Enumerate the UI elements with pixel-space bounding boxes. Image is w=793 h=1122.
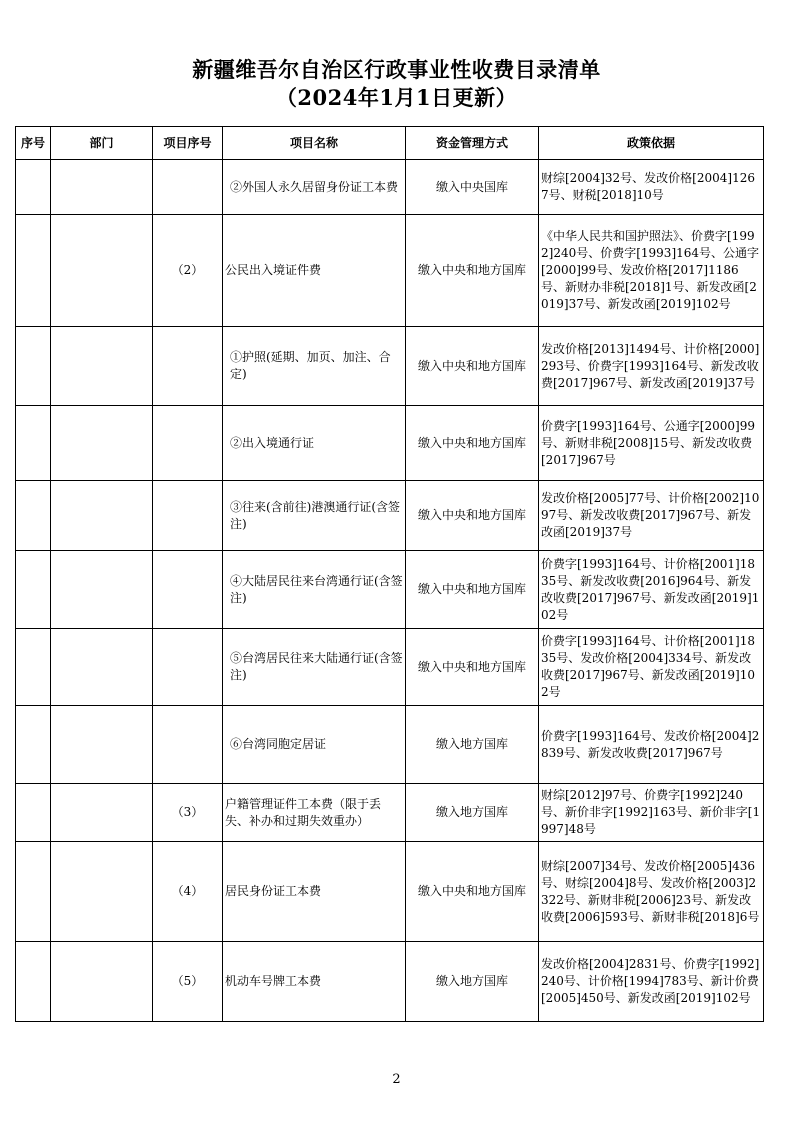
cell-dept xyxy=(51,942,153,1022)
cell-item-no: （4） xyxy=(153,842,223,942)
cell-policy: 财综[2012]97号、价费字[1992]240号、新价非字[1992]163号、新价非字[1997]48号 xyxy=(539,784,764,842)
cell-item-no xyxy=(153,160,223,215)
cell-dept xyxy=(51,406,153,481)
header-dept: 部门 xyxy=(51,127,153,160)
table-row xyxy=(16,842,764,942)
header-policy: 政策依据 xyxy=(539,127,764,160)
cell-dept xyxy=(51,784,153,842)
cell-item-name: ④大陆居民往来台湾通行证(含签注) xyxy=(223,551,406,629)
table-header-row xyxy=(16,127,764,160)
cell-item-no: （5） xyxy=(153,942,223,1022)
header-item-no: 项目序号 xyxy=(153,127,223,160)
table-row xyxy=(16,629,764,706)
cell-policy: 价费字[1993]164号、计价格[2001]1835号、发改价格[2004]334号、新发改收费[2017]967号、新发改函[2019]102号 xyxy=(539,629,764,706)
document-title: 新疆维吾尔自治区行政事业性收费目录清单 xyxy=(192,57,601,82)
table-row xyxy=(16,784,764,842)
cell-dept xyxy=(51,327,153,406)
cell-dept xyxy=(51,629,153,706)
cell-dept xyxy=(51,551,153,629)
cell-policy: 价费字[1993]164号、计价格[2001]1835号、新发改收费[2016]964号、新发改收费[2017]967号、新发改函[2019]102号 xyxy=(539,551,764,629)
cell-policy: 财综[2004]32号、发改价格[2004]1267号、财税[2018]10号 xyxy=(539,160,764,215)
cell-fund-mgmt: 缴入中央和地方国库 xyxy=(406,629,539,706)
cell-seq xyxy=(16,629,51,706)
cell-item-name: ⑥台湾同胞定居证 xyxy=(223,706,406,784)
cell-policy: 价费字[1993]164号、公通字[2000]99号、新财非税[2008]15号、新发改收费[2017]967号 xyxy=(539,406,764,481)
cell-item-no: （3） xyxy=(153,784,223,842)
cell-seq xyxy=(16,706,51,784)
cell-item-no xyxy=(153,406,223,481)
table-row xyxy=(16,327,764,406)
header-seq: 序号 xyxy=(16,127,51,160)
cell-fund-mgmt: 缴入中央和地方国库 xyxy=(406,551,539,629)
cell-item-no xyxy=(153,629,223,706)
cell-seq xyxy=(16,406,51,481)
cell-seq xyxy=(16,481,51,551)
cell-policy: 《中华人民共和国护照法》、价费字[1992]240号、价费字[1993]164号、公通字[2000]99号、发改价格[2017]1186号、新财办非税[2018]1号、新发改函[2019]37号、新发改函[2019]102号 xyxy=(539,215,764,327)
cell-dept xyxy=(51,481,153,551)
cell-item-name: ③往来(含前往)港澳通行证(含签注) xyxy=(223,481,406,551)
cell-seq xyxy=(16,551,51,629)
cell-fund-mgmt: 缴入地方国库 xyxy=(406,706,539,784)
cell-fund-mgmt: 缴入中央国库 xyxy=(406,160,539,215)
table-row xyxy=(16,551,764,629)
cell-item-name: ②外国人永久居留身份证工本费 xyxy=(223,160,406,215)
cell-item-name: 公民出入境证件费 xyxy=(223,215,406,327)
cell-item-name: 机动车号牌工本费 xyxy=(223,942,406,1022)
cell-seq xyxy=(16,784,51,842)
table-row xyxy=(16,481,764,551)
cell-seq xyxy=(16,215,51,327)
cell-seq xyxy=(16,842,51,942)
cell-fund-mgmt: 缴入地方国库 xyxy=(406,784,539,842)
cell-policy: 财综[2007]34号、发改价格[2005]436号、财综[2004]8号、发改价格[2003]2322号、新财非税[2006]23号、新发改收费[2006]593号、新财非税[2018]6号 xyxy=(539,842,764,942)
page-number: 2 xyxy=(392,1072,401,1087)
header-item-name: 项目名称 xyxy=(223,127,406,160)
cell-item-name: 户籍管理证件工本费（限于丢失、补办和过期失效重办） xyxy=(223,784,406,842)
table-row xyxy=(16,942,764,1022)
cell-policy: 发改价格[2005]77号、计价格[2002]1097号、新发改收费[2017]967号、新发改函[2019]37号 xyxy=(539,481,764,551)
cell-seq xyxy=(16,942,51,1022)
cell-seq xyxy=(16,327,51,406)
cell-fund-mgmt: 缴入中央和地方国库 xyxy=(406,481,539,551)
cell-item-no: （2） xyxy=(153,215,223,327)
cell-dept xyxy=(51,160,153,215)
cell-item-name: ①护照(延期、加页、加注、合定) xyxy=(223,327,406,406)
cell-seq xyxy=(16,160,51,215)
cell-fund-mgmt: 缴入中央和地方国库 xyxy=(406,215,539,327)
cell-item-no xyxy=(153,327,223,406)
cell-item-name: ⑤台湾居民往来大陆通行证(含签注) xyxy=(223,629,406,706)
cell-fund-mgmt: 缴入中央和地方国库 xyxy=(406,842,539,942)
cell-item-name: ②出入境通行证 xyxy=(223,406,406,481)
cell-item-no xyxy=(153,481,223,551)
cell-fund-mgmt: 缴入中央和地方国库 xyxy=(406,406,539,481)
cell-fund-mgmt: 缴入中央和地方国库 xyxy=(406,327,539,406)
table-row xyxy=(16,215,764,327)
cell-fund-mgmt: 缴入地方国库 xyxy=(406,942,539,1022)
table-row xyxy=(16,406,764,481)
cell-dept xyxy=(51,706,153,784)
cell-item-no xyxy=(153,551,223,629)
cell-dept xyxy=(51,842,153,942)
header-fund-mgmt: 资金管理方式 xyxy=(406,127,539,160)
cell-item-name: 居民身份证工本费 xyxy=(223,842,406,942)
table-row xyxy=(16,160,764,215)
cell-policy: 价费字[1993]164号、发改价格[2004]2839号、新发改收费[2017]967号 xyxy=(539,706,764,784)
cell-policy: 发改价格[2013]1494号、计价格[2000]293号、价费字[1993]164号、新发改收费[2017]967号、新发改函[2019]37号 xyxy=(539,327,764,406)
fee-table xyxy=(15,126,764,1022)
cell-item-no xyxy=(153,706,223,784)
table-row xyxy=(16,706,764,784)
document-subtitle: （2024年1月1日更新） xyxy=(275,85,518,110)
cell-dept xyxy=(51,215,153,327)
cell-policy: 发改价格[2004]2831号、价费字[1992]240号、计价格[1994]783号、新计价费[2005]450号、新发改函[2019]102号 xyxy=(539,942,764,1022)
